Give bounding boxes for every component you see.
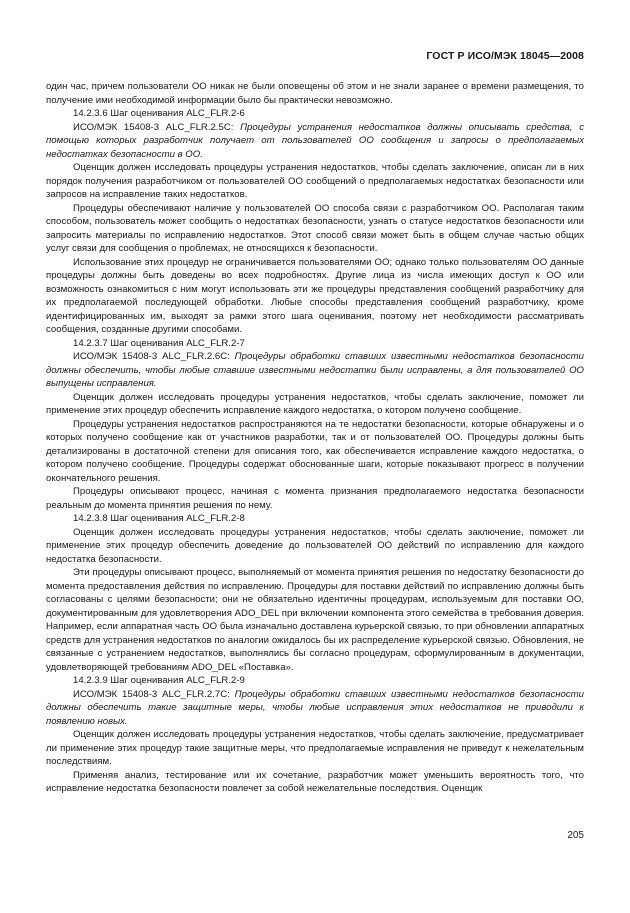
- paragraph-text: ИСО/МЭК 15408-3 ALC_FLR.2.6С:: [73, 351, 235, 362]
- paragraph: [46, 202, 584, 256]
- page-number: 205: [567, 830, 584, 841]
- paragraph-text: Применяя анализ, тестирование или их сочетание, разработчик может уменьшить вероятность того, что исправление недостатка безопасности повлечет за собой нежелательные последствия. Оценщик: [46, 769, 584, 794]
- paragraph: [46, 391, 584, 418]
- paragraph: [46, 526, 584, 567]
- paragraph: [46, 728, 584, 769]
- paragraph: [46, 769, 584, 796]
- document-body: [46, 80, 584, 796]
- paragraph: [46, 512, 584, 526]
- requirement-italic-text: Процедуры обработки ставших известными недостатков безопасности должны обеспечить такие защитные меры, чтобы любые исправления этих недостатков не приводили к появлению новых.: [46, 688, 585, 727]
- paragraph-text: 14.2.3.6 Шаг оценивания ALC_FLR.2-6: [73, 108, 245, 119]
- paragraph: [46, 256, 584, 337]
- paragraph: [46, 485, 584, 512]
- paragraph-text: ИСО/МЭК 15408-3 ALC_FLR.2.5С:: [73, 121, 241, 133]
- paragraph-text: Оценщик должен исследовать процедуры устранения недостатков, чтобы сделать заключение, предусматривает ли применение этих процедур такие защитные меры, что предполагаемые исправления не приведут к нежелательным последствиям.: [46, 729, 584, 767]
- paragraph: [46, 350, 584, 391]
- paragraph-text: Процедуры устранения недостатков распространяются на те недостатки безопасности, которые обнаружены и о которых получено сообщение как от участников разработки, так и от пользователей ОО. Процедуры должны быть детализированы в достаточной степени для описания того, как обеспечивается исправление каждого недостатка, о котором получено сообщение. Процедуры содержат обоснованные шаги, которые показывают прогресс в получении окончательного решения.: [46, 418, 584, 484]
- paragraph: [46, 566, 584, 674]
- paragraph-text: Использование этих процедур не ограничивается пользователями ОО; однако только пользователям ОО данные процедуры должны быть доведены во всех подробностях. Другие лица из числа имеющих доступ к ОО или возможность ознакомиться с ним могут использовать эти же процедуры представления сообщений разработчику для их предполагаемой последующей обработки. Любые способы представления сообщений разработчику, кроме идентифицированных им, выходят за рамки этого шага оценивания, поэтому нет необходимости рассматривать сообщения, созданные другими способами.: [46, 256, 584, 335]
- paragraph-text: Оценщик должен исследовать процедуры устранения недостатков, чтобы сделать заключение, поможет ли применение этих процедур обеспечить исправление каждого недостатка, о котором получено сообщение.: [46, 391, 584, 416]
- standard-header: ГОСТ Р ИСО/МЭК 18045—2008: [426, 50, 584, 62]
- paragraph: [46, 337, 584, 351]
- paragraph-text: Процедуры описывают процесс, начиная с момента признания предполагаемого недостатка безопасности реальным до момента принятия решения по нему.: [46, 486, 584, 511]
- paragraph: [46, 121, 584, 162]
- paragraph: [46, 161, 584, 202]
- paragraph: [46, 674, 584, 688]
- paragraph-text: Эти процедуры описывают процесс, выполняемый от момента принятия решения по недостатку безопасности до момента предоставления действия по исправлению. Процедуры для поставки действий по исправлению должны быть согласованы с целями безопасности; они не обязательно идентичны процедурам, используемым для поставки ОО, документированным для удовлетворения ADO_DEL при включении компонента этого семейства в требования доверия. Например, если аппаратная часть ОО была изначально доставлена курьерской связью, то при обновлении аппаратных средств для устранения недостатков по аналогии ожидалось бы их распределение курьерской связью. Обновления, не связанные с устранением недостатков, выполнялись бы согласно процедурам, сформулированным в документации, удовлетворяющей требованиям ADO_DEL «Поставка».: [46, 567, 584, 673]
- paragraph-text: один час, причем пользователи ОО никак не были оповещены об этом и не знали заранее о времени размещения, то получение ими необходимой информации было бы практически невозможно.: [46, 81, 584, 106]
- paragraph-text: 14.2.3.9 Шаг оценивания ALC_FLR.2-9: [73, 675, 245, 686]
- requirement-italic-text: Процедуры обработки ставших известными недостатков безопасности должны обеспечить, чтобы любые ставшие известными недостатки были исправлены, а для пользователей ОО выпущены исправления.: [46, 351, 585, 389]
- paragraph-text: 14.2.3.7 Шаг оценивания ALC_FLR.2-7: [73, 337, 245, 349]
- paragraph: [46, 107, 584, 121]
- paragraph-text: Оценщик должен исследовать процедуры устранения недостатков, чтобы сделать заключение, поможет ли применение этих процедур обеспечить доведение до пользователей ОО действий по исправлению для каждого недостатка безопасности.: [46, 526, 584, 565]
- paragraph: [46, 688, 584, 729]
- paragraph-text: Процедуры обеспечивают наличие у пользователей ОО способа связи с разработчиком ОО. Располагая таким способом, пользователь может сообщить о недостатках безопасности, узнать о статусе недостатков безопасности или запросить материалы по исправлению недостатков. Этот способ связи может быть в общем случае частью общих услуг связи для сообщения о проблемах, не относящихся к безопасности.: [46, 202, 584, 254]
- paragraph-text: Оценщик должен исследовать процедуры устранения недостатков, чтобы сделать заключение, описан ли в них порядок получения разработчиком от пользователей ОО сообщений о предполагаемых недостатках безопасности или запросов на исправление таких недостатков.: [46, 162, 584, 200]
- requirement-italic-text: Процедуры устранения недостатков должны описывать средства, с помощью которых разработчик получает от пользователей ОО сообщения и запросы о предполагаемых недостатках безопасности в ОО.: [46, 121, 584, 160]
- paragraph-text: ИСО/МЭК 15408-3 ALC_FLR.2.7С:: [73, 688, 235, 700]
- paragraph-text: 14.2.3.8 Шаг оценивания ALC_FLR.2-8: [73, 513, 245, 524]
- paragraph: [46, 80, 584, 107]
- paragraph: [46, 418, 584, 486]
